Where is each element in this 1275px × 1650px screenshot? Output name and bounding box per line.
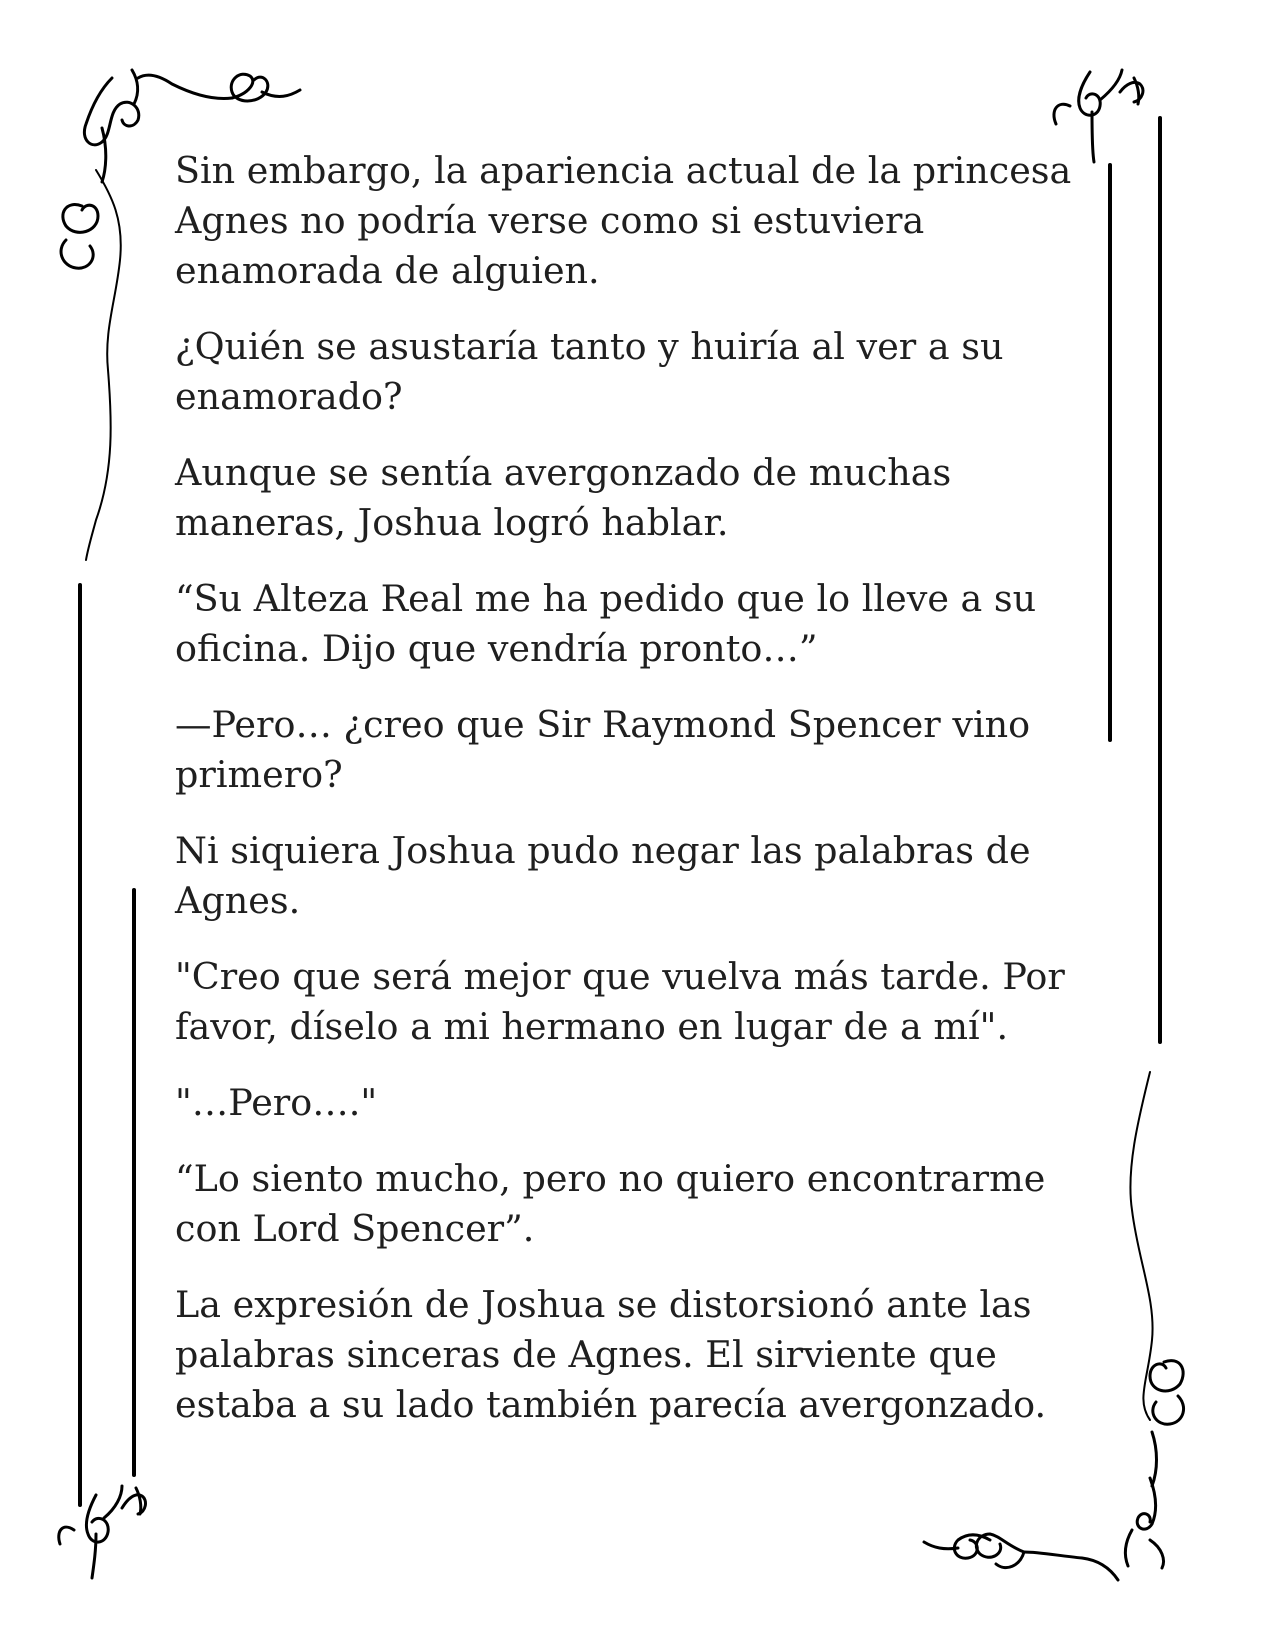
paragraph-9: “Lo siento mucho, pero no quiero encontrarme con Lord Spencer”. xyxy=(175,1157,1046,1250)
body-text xyxy=(175,146,1105,1456)
paragraph-2: ¿Quién se asustaría tanto y huiría al ver a su enamorado? xyxy=(175,325,1004,418)
paragraph-5: —Pero… ¿creo que Sir Raymond Spencer vino primero? xyxy=(175,703,1031,796)
paragraph-10: La expresión de Joshua se distorsionó ante las palabras sinceras de Agnes. El sirviente que estaba a su lado también parecía avergonzado. xyxy=(175,1283,1047,1426)
paragraph-8: "…Pero…." xyxy=(175,1081,378,1124)
bottom-left-flourish-icon xyxy=(59,1486,146,1578)
paragraph-3: Aunque se sentía avergonzado de muchas maneras, Joshua logró hablar. xyxy=(175,451,952,544)
paragraph-1: Sin embargo, la apariencia actual de la princesa Agnes no podría verse como si estuviera enamorada de alguien. xyxy=(175,149,1072,292)
paragraph-6: Ni siquiera Joshua pudo negar las palabras de Agnes. xyxy=(175,829,1031,922)
paragraph-4: “Su Alteza Real me ha pedido que lo lleve a su oficina. Dijo que vendría pronto…” xyxy=(175,577,1037,670)
paragraph-7: "Creo que será mejor que vuelva más tarde. Por favor, díselo a mi hermano en lugar de a mí". xyxy=(175,955,1065,1048)
